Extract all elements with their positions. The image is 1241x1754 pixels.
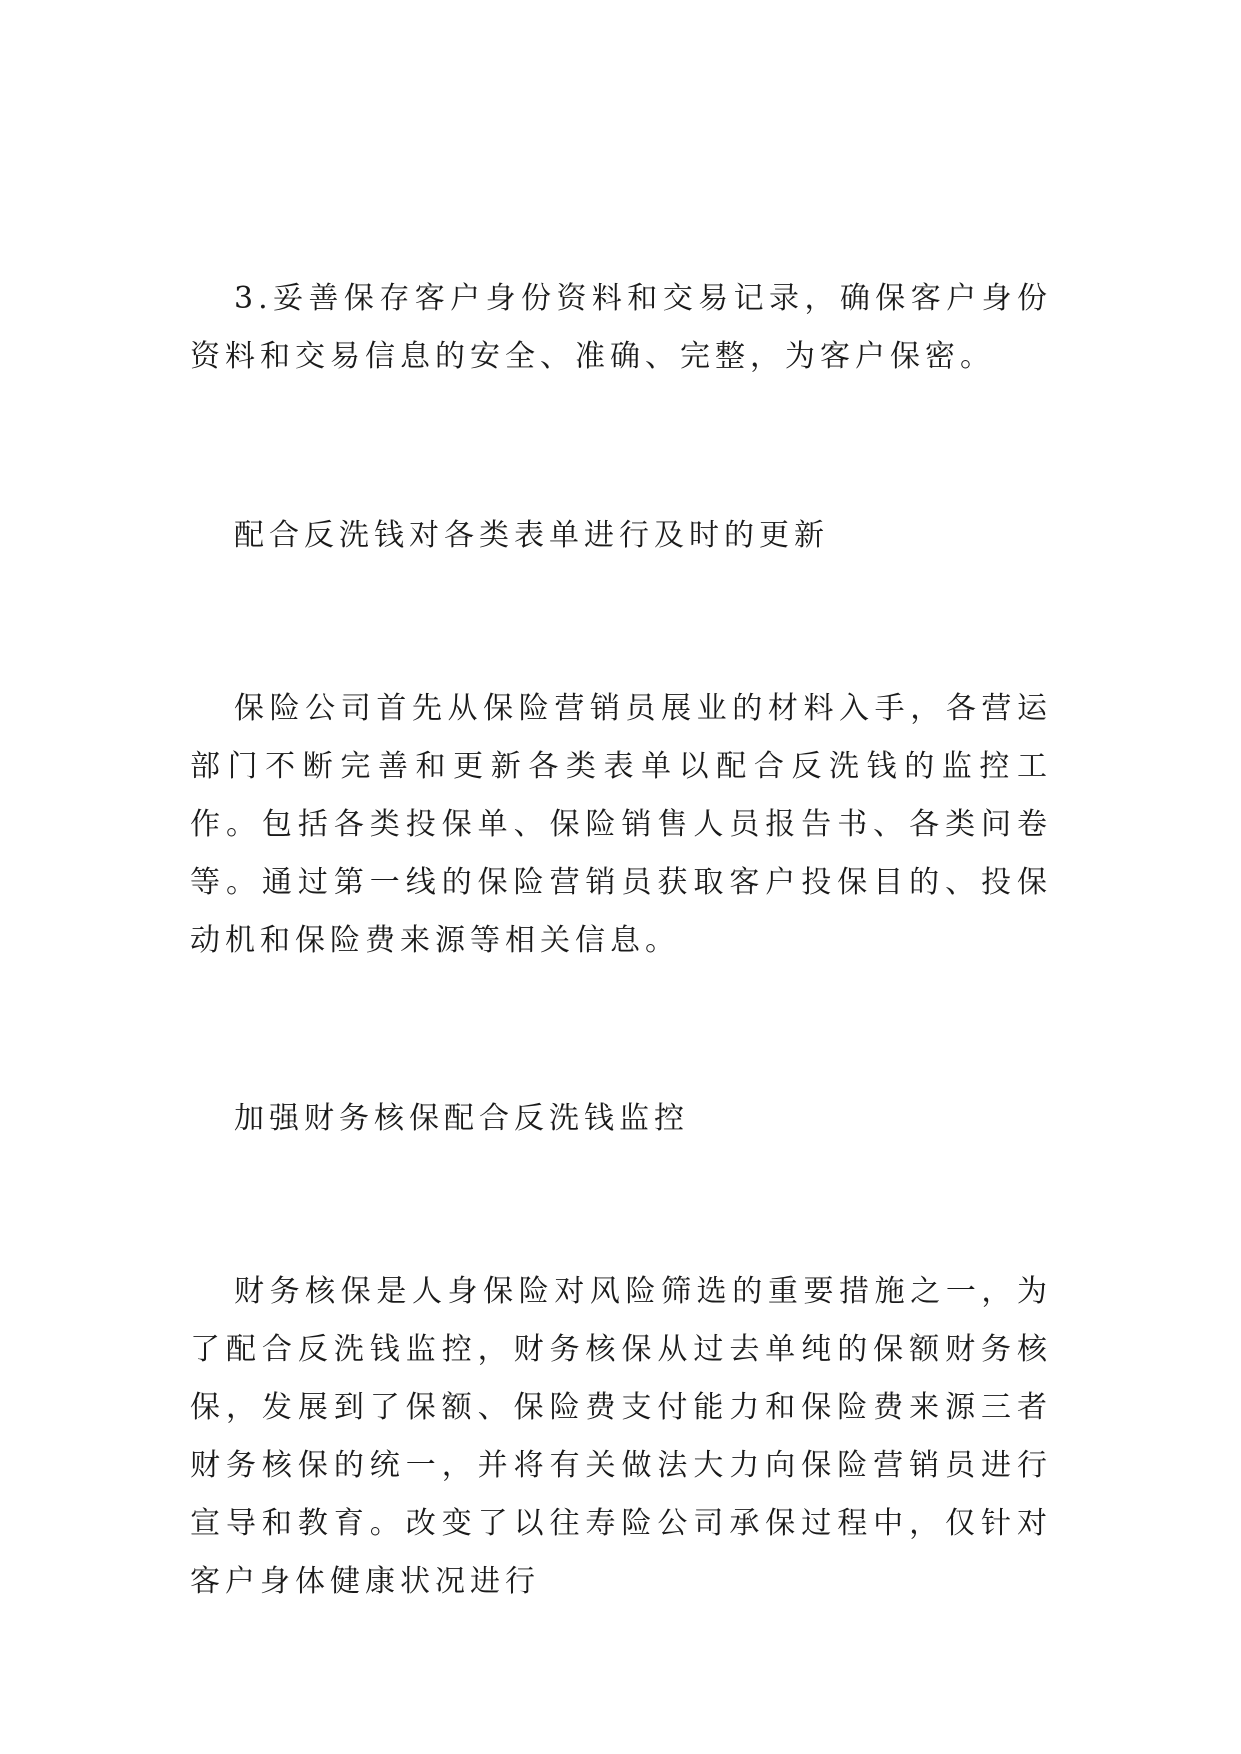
paragraph-customer-records <box>190 270 1052 386</box>
heading-text: 加强财务核保配合反洗钱监控 <box>234 1101 689 1136</box>
paragraph-text: 3.妥善保存客户身份资料和交易记录，确保客户身份资料和交易信息的安全、准确、完整，为客户保密。 <box>190 281 1052 374</box>
paragraph-text: 保险公司首先从保险营销员展业的材料入手，各营运部门不断完善和更新各类表单以配合反洗钱的监控工作。包括各类投保单、保险销售人员报告书、各类问卷等。通过第一线的保险营销员获取客户投保目的、投保动机和保险费来源等相关信息。 <box>190 691 1052 958</box>
paragraph-financial-underwriting <box>190 1263 1052 1611</box>
heading-text: 配合反洗钱对各类表单进行及时的更新 <box>234 518 829 553</box>
paragraph-text: 财务核保是人身保险对风险筛选的重要措施之一，为了配合反洗钱监控，财务核保从过去单纯的保额财务核保，发展到了保额、保险费支付能力和保险费来源三者财务核保的统一，并将有关做法大力向保险营销员进行宣导和教育。改变了以往寿险公司承保过程中，仅针对客户身体健康状况进行 <box>190 1274 1052 1599</box>
section-heading-form-updates <box>190 507 1052 565</box>
paragraph-form-updates <box>190 680 1052 970</box>
section-heading-financial-underwriting <box>190 1090 1052 1148</box>
